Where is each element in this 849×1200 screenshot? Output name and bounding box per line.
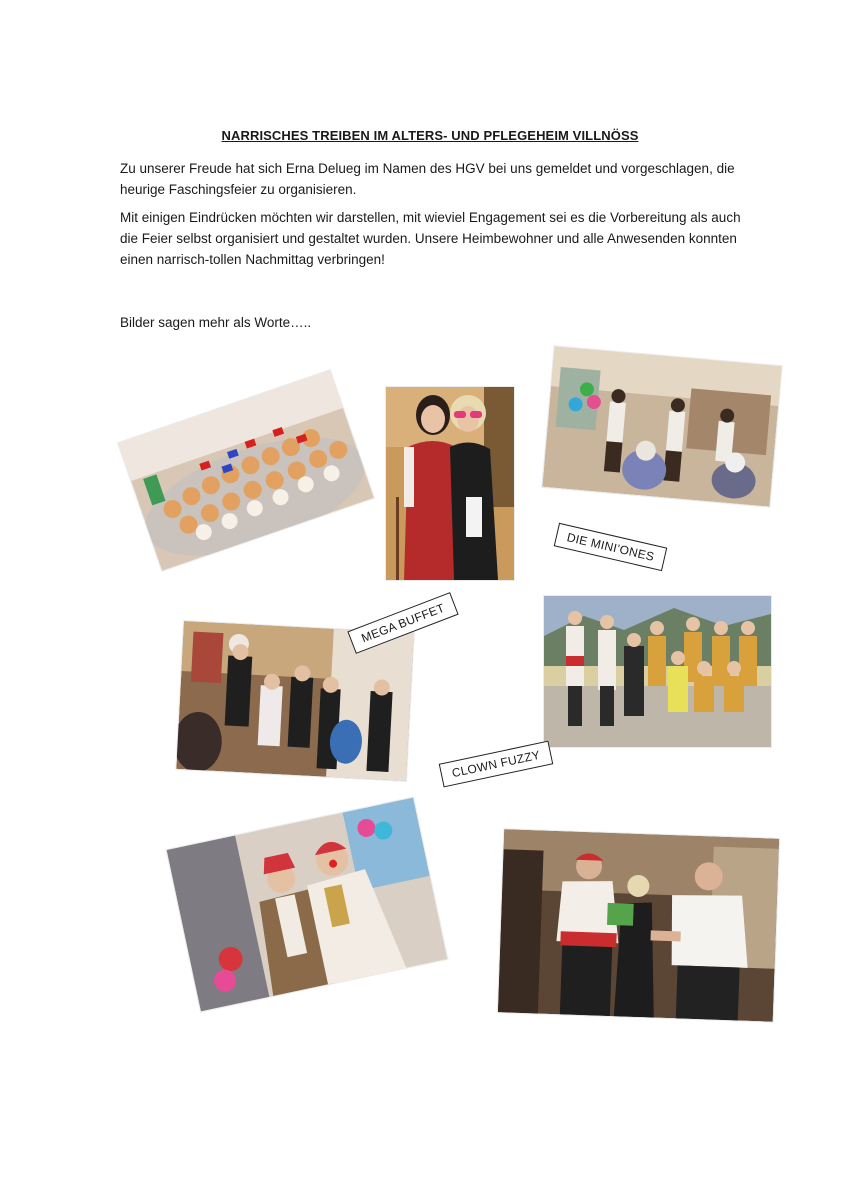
- pictures-intro: Bilder sagen mehr als Worte…..: [120, 315, 312, 330]
- intro-paragraph: Zu unserer Freude hat sich Erna Delueg im Namen des HGV bei uns gemeldet und vorgeschlagen, die heurige Faschingsfeier zu organisieren.: [120, 161, 735, 197]
- photo-buffet: [118, 370, 374, 571]
- photo-dining-room: [542, 346, 781, 506]
- photo-handshake: [498, 829, 779, 1021]
- description-paragraph: Mit einigen Eindrücken möchten wir darstellen, mit wieviel Engagement sei es die Vorbereitung als auch die Feier selbst organisiert und gestaltet wurden. Unsere Heimbewohner und alle Anwesenden konnten einen narrisch-tollen Nachmittag verbringen!: [120, 210, 741, 267]
- article-title: NARRISCHES TREIBEN IM ALTERS- UND PFLEGEHEIM VILLNÖSS: [221, 128, 639, 143]
- photo-two-ladies: [386, 387, 514, 580]
- photo-clown-dancing: [167, 798, 448, 1012]
- caption-mega-buffet: MEGA BUFFET: [347, 592, 458, 654]
- caption-clown-fuzzy: CLOWN FUZZY: [439, 741, 554, 788]
- photo-group: [544, 596, 771, 747]
- caption-mini-ones: DIE MINI’ONES: [554, 523, 668, 571]
